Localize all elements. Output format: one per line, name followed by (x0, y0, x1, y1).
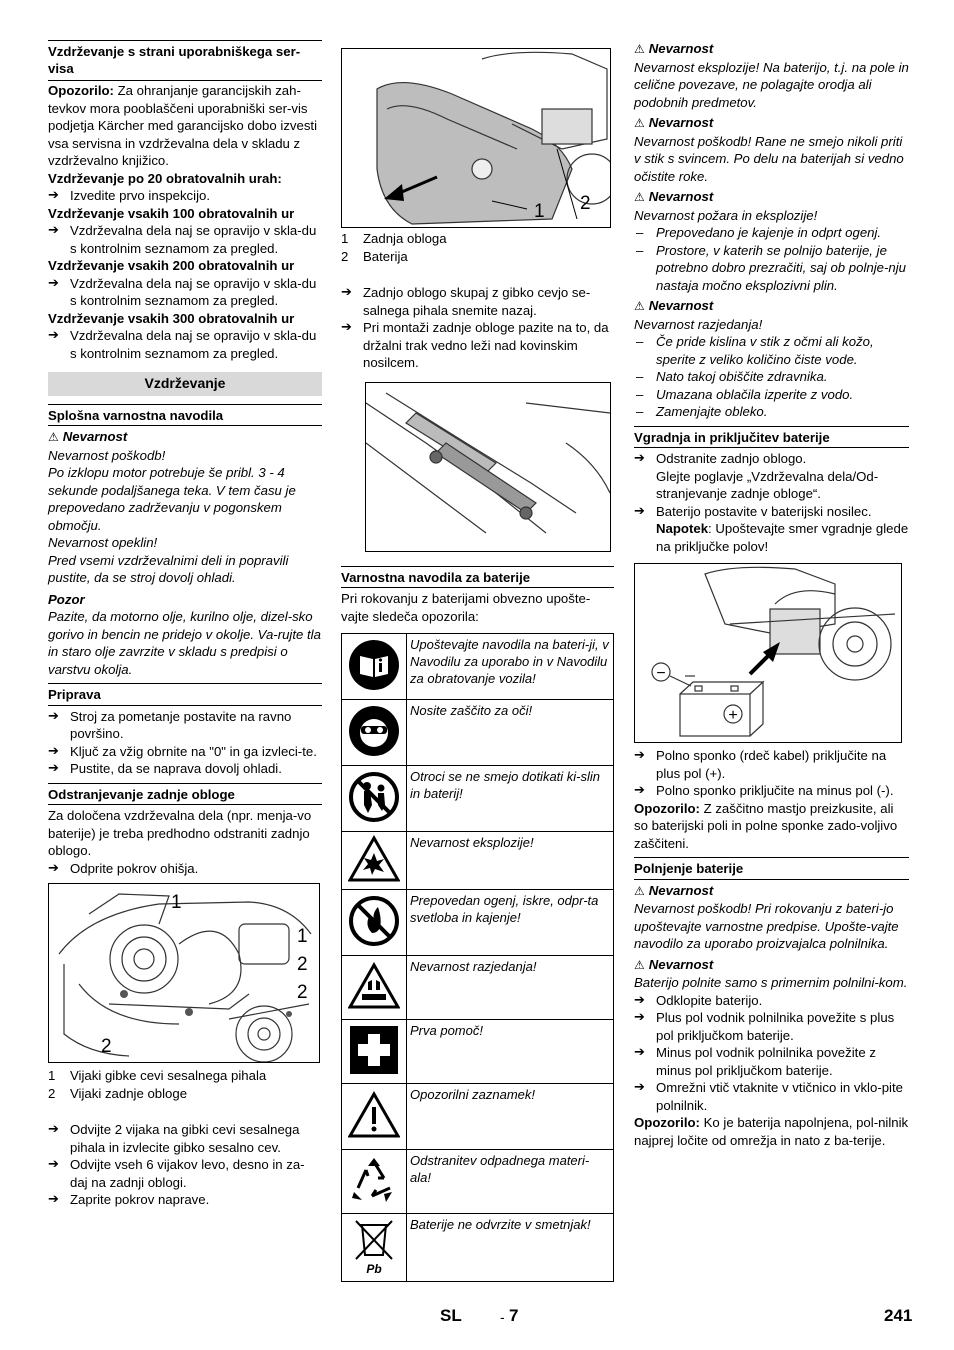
plus-symbol: + (728, 707, 738, 724)
minus-symbol: − (656, 665, 666, 682)
battery-install-illustration (635, 564, 901, 742)
install-hint: Napotek: Upoštevajte smer vgradnje glede na priključke polov! (656, 521, 909, 554)
remove-step: ➔ Odprite pokrov ohišja. (48, 860, 322, 878)
footer-page-local: 7 (509, 1306, 519, 1325)
rear-cover-illustration (342, 49, 610, 227)
cover-step: ➔ Pri montaži zadnje obloge pazite na to, da držalni trak vedno leži nad kovinskim nosilcem. (341, 319, 614, 372)
symbol-text: Otroci se ne smejo dotikati ki-slin in baterij! (407, 766, 614, 832)
no-fire-icon (348, 895, 400, 947)
heading-battery-charging: Polnjenje baterije (634, 857, 909, 880)
manual-info-icon (348, 639, 400, 691)
symbol-text: Opozorilni zaznamek! (407, 1084, 614, 1150)
symbol-text: Nosite zaščito za oči! (407, 700, 614, 766)
figure-number: 2 (297, 954, 308, 975)
danger-text: Nevarnost poškodb! Rane ne smejo nikoli priti v stik s svincem. Po delu na baterijah si vedno očistite roke. (634, 133, 904, 184)
danger-list-item: – Prepovedano je kajenje in odprt ogenj. (634, 224, 909, 242)
figure-number: 1 (171, 892, 182, 913)
charge-step: ➔ Minus pol vodnik polnilnika povežite z minus pol priključkom baterije. (634, 1044, 909, 1079)
symbol-row (342, 1214, 614, 1282)
symbol-text: Upoštevajte navodila na bateri-ji, v Navodilu za uporabo in v Navodilu za obratovanje vozila! (407, 634, 614, 700)
maint-20h-step: ➔ Izvedite prvo inspekcijo. (48, 187, 322, 205)
danger-text: Baterijo polnite samo s primernim polnilni-kom. (634, 975, 908, 990)
danger-label: ⚠ Nevarnost (634, 297, 909, 316)
danger-label: ⚠ Nevarnost (634, 40, 909, 59)
figure-number: 1 (297, 926, 308, 947)
figure-caption: 1 Zadnja obloga (341, 231, 447, 246)
install-step: ➔ Polno sponko priključite na minus pol (-). (634, 782, 909, 800)
column-left (48, 40, 322, 1209)
heading-user-service-maintenance: Vzdrževanje s strani uporabniškega ser-visa (48, 40, 322, 78)
remove-step: ➔ Zaprite pokrov naprave. (48, 1191, 322, 1209)
column-middle (341, 40, 614, 1282)
install-step: ➔ Polno sponko (rdeč kabel) priključite na plus pol (+). (634, 747, 909, 782)
remove-step: ➔ Odvijte vseh 6 vijakov levo, desno in za-daj na zadnji oblogi. (48, 1156, 322, 1191)
danger-label: ⚠ Nevarnost (634, 114, 909, 133)
symbol-text: Odstranitev odpadnega materi-ala! (407, 1150, 614, 1214)
figure-number: 2 (101, 1036, 112, 1057)
crossed-bin-pb-icon (348, 1217, 400, 1275)
danger-label: ⚠ Nevarnost (634, 188, 909, 207)
danger-label: ⚠ Nevarnost (48, 428, 322, 447)
danger-text: Nevarnost eksplozije! Na baterijo, t.j. na pole in celične povezave, ne polagajte orodja ali podobnih predmetov. (634, 59, 909, 110)
charge-note: Opozorilo: Ko je baterija napolnjena, pol-nilnik najprej ločite od omrežja in nato z ba-terije. (634, 1115, 909, 1148)
grease-note: Opozorilo: Z zaščitno mastjo preizkusite, ali so baterijski poli in polne sponke zado-voljivo zaščiteni. (634, 800, 898, 851)
danger-list-item: – Zamenjajte obleko. (634, 403, 909, 421)
heading-battery-install: Vgradnja in priključitev baterije (634, 426, 909, 449)
maint-200h-step: ➔ Vzdrževalna dela naj se opravijo v skla-du s kontrolnim seznamom za pregled. (48, 275, 322, 310)
pb-label: Pb (366, 1261, 382, 1275)
maint-300h-heading: Vzdrževanje vsakih 300 obratovalnih ur (48, 310, 295, 326)
figure-engine-compartment (48, 883, 320, 1063)
install-note: Glejte poglavje „Vzdrževalna dela/Od-stranjevanje zadnje obloge“. (656, 468, 879, 501)
symbol-text: Prepovedan ogenj, iskre, odpr-ta svetloba in kajenje! (407, 890, 614, 956)
figure-caption: 2 Baterija (341, 248, 408, 264)
symbol-row (342, 1084, 614, 1150)
danger-text: Po izklopu motor potrebuje še pribl. 3 - 4 sekunde podaljšanega teka. V tem času je prepovedano zadrževanju v pogonskem območju. (48, 465, 296, 533)
cover-step: ➔ Zadnjo oblogo skupaj z gibko cevjo se-salnega pihala snemite nazaj. (341, 284, 614, 319)
danger-text: Pred vsemi vzdrževalnimi deli in popravili pustite, da se stroj dovolj ohladi. (48, 552, 289, 585)
danger-text: Nevarnost poškodb! Pri rokovanju z bateri-jo upoštevajte varnostne predpise. Upošte-vajte navodilo za uporabo proizvajalca polnilnika. (634, 901, 899, 951)
danger-list-item: – Prostore, v katerih se polnijo baterije, je potrebno dobro prezračiti, saj ob polnje-nju nastaja močno eksplozivni plin. (634, 242, 909, 295)
danger-list-item: – Umazana oblačila izperite z vodo. (634, 386, 909, 404)
symbol-row (342, 1020, 614, 1084)
figure-caption: 2 Vijaki zadnje obloge (48, 1085, 188, 1101)
danger-label: ⚠ Nevarnost (634, 882, 909, 901)
figure-battery-install (634, 563, 902, 743)
symbol-text: Prva pomoč! (407, 1020, 614, 1084)
warning-triangle-icon: ⚠ (634, 299, 645, 313)
charge-step: ➔ Odklopite baterijo. (634, 992, 909, 1010)
heading-battery-safety: Varnostna navodila za baterije (341, 566, 614, 589)
warning-triangle-icon: ⚠ (48, 430, 59, 444)
warning-triangle-icon: ⚠ (634, 116, 645, 130)
warning-triangle-icon: ⚠ (634, 957, 645, 972)
column-right (634, 40, 909, 1149)
symbol-row (342, 766, 614, 832)
explosion-warning-icon (348, 835, 400, 883)
maint-20h-heading: Vzdrževanje po 20 obratovalnih urah: (48, 170, 282, 186)
figure-strap (365, 382, 611, 552)
danger-list-item: – Nato takoj obiščite zdravnika. (634, 368, 909, 386)
symbol-row (342, 634, 614, 700)
footer-dash: - (500, 1309, 505, 1325)
no-children-icon (348, 771, 400, 823)
caution-label: Pozor (48, 591, 85, 607)
maint-300h-step: ➔ Vzdrževalna dela naj se opravijo v skla-du s kontrolnim seznamom za pregled. (48, 327, 322, 362)
figure-number: 2 (580, 193, 591, 214)
figure-number: 2 (297, 982, 308, 1003)
general-warning-icon (348, 1091, 400, 1139)
symbol-row (342, 1150, 614, 1214)
symbol-text: Baterije ne odvrzite v smetnjak! (407, 1214, 614, 1282)
symbol-row (342, 832, 614, 890)
danger-text: Nevarnost opeklin! (48, 535, 158, 550)
prep-step: ➔ Pustite, da se naprava dovolj ohladi. (48, 760, 322, 778)
danger-list-item: – Če pride kislina v stik z očmi ali kožo, sperite z veliko količino čiste vode. (634, 333, 909, 368)
engine-illustration (49, 884, 319, 1062)
charge-step: ➔ Plus pol vodnik polnilnika povežite s plus pol priključkom baterije. (634, 1009, 909, 1044)
symbol-text: Nevarnost razjedanja! (407, 956, 614, 1020)
battery-symbols-table (341, 633, 614, 1282)
maint-100h-step: ➔ Vzdrževalna dela naj se opravijo v skla-du s kontrolnim seznamom za pregled. (48, 222, 322, 257)
install-step: ➔ Baterijo postavite v baterijski nosilec. (634, 503, 909, 521)
remove-intro: Za določena vzdrževalna dela (npr. menja-vo baterije) je treba predhodno odstraniti zadnjo oblogo. (48, 808, 312, 858)
heading-remove-rear-cover: Odstranjevanje zadnje obloge (48, 783, 322, 806)
charge-step: ➔ Omrežni vtič vtaknite v vtičnico in vklo-pite polnilnik. (634, 1079, 909, 1114)
section-maintenance: Vzdrževanje (48, 372, 322, 396)
symbol-text: Nevarnost eksplozije! (407, 832, 614, 890)
figure-caption: 1 Vijaki gibke cevi sesalnega pihala (48, 1068, 267, 1083)
warning-triangle-icon: ⚠ (634, 42, 645, 56)
footer-language: SL (440, 1306, 462, 1325)
recycling-icon (348, 1154, 400, 1206)
figure-rear-cover (341, 48, 611, 228)
eye-protection-icon (348, 705, 400, 757)
footer-page-number: 241 (884, 1306, 913, 1325)
figure-number: 1 (534, 201, 545, 222)
symbol-row (342, 700, 614, 766)
danger-text: Nevarnost razjedanja! (634, 316, 763, 332)
warning-triangle-icon: ⚠ (634, 883, 645, 898)
symbol-row (342, 890, 614, 956)
caution-text: Pazite, da motorno olje, kurilno olje, dizel-sko gorivo in bencin ne pridejo v okolje. Va-rujte tla in staro olje zavrzite v skladu s predpisi o varstvu okolja. (48, 609, 321, 677)
warning-triangle-icon: ⚠ (634, 190, 645, 204)
remove-step: ➔ Odvijte 2 vijaka na gibki cevi sesalnega pihala in izvlecite gibko sesalno cev. (48, 1121, 322, 1156)
install-step: ➔ Odstranite zadnjo oblogo. (634, 450, 909, 468)
symbol-row (342, 956, 614, 1020)
corrosive-warning-icon (348, 962, 400, 1010)
danger-label: ⚠ Nevarnost (634, 956, 909, 975)
heading-preparation: Priprava (48, 683, 322, 706)
danger-text: Nevarnost poškodb! (48, 447, 166, 463)
warranty-note: Opozorilo: Za ohranjanje garancijskih zah-tevkov mora pooblaščeni uporabniški ser-vis podjetja Kärcher med garancijsko dobo izvesti vsa servisna in vzdrževalna dela v skladu z vzdrževalno knjižico. (48, 83, 318, 168)
maint-100h-heading: Vzdrževanje vsakih 100 obratovalnih ur (48, 205, 295, 221)
maint-200h-heading: Vzdrževanje vsakih 200 obratovalnih ur (48, 258, 295, 273)
strap-illustration (366, 383, 610, 551)
prep-step: ➔ Stroj za pometanje postavite na ravno površino. (48, 708, 322, 743)
danger-text: Nevarnost požara in eksplozije! (634, 207, 818, 223)
heading-general-safety: Splošna varnostna navodila (48, 404, 322, 427)
battery-safety-intro: Pri rokovanju z baterijami obvezno upošte-vajte sledeča opozorila: (341, 591, 591, 624)
first-aid-icon (348, 1024, 400, 1076)
prep-step: ➔ Ključ za vžig obrnite na "0" in ga izvleci-te. (48, 743, 322, 761)
